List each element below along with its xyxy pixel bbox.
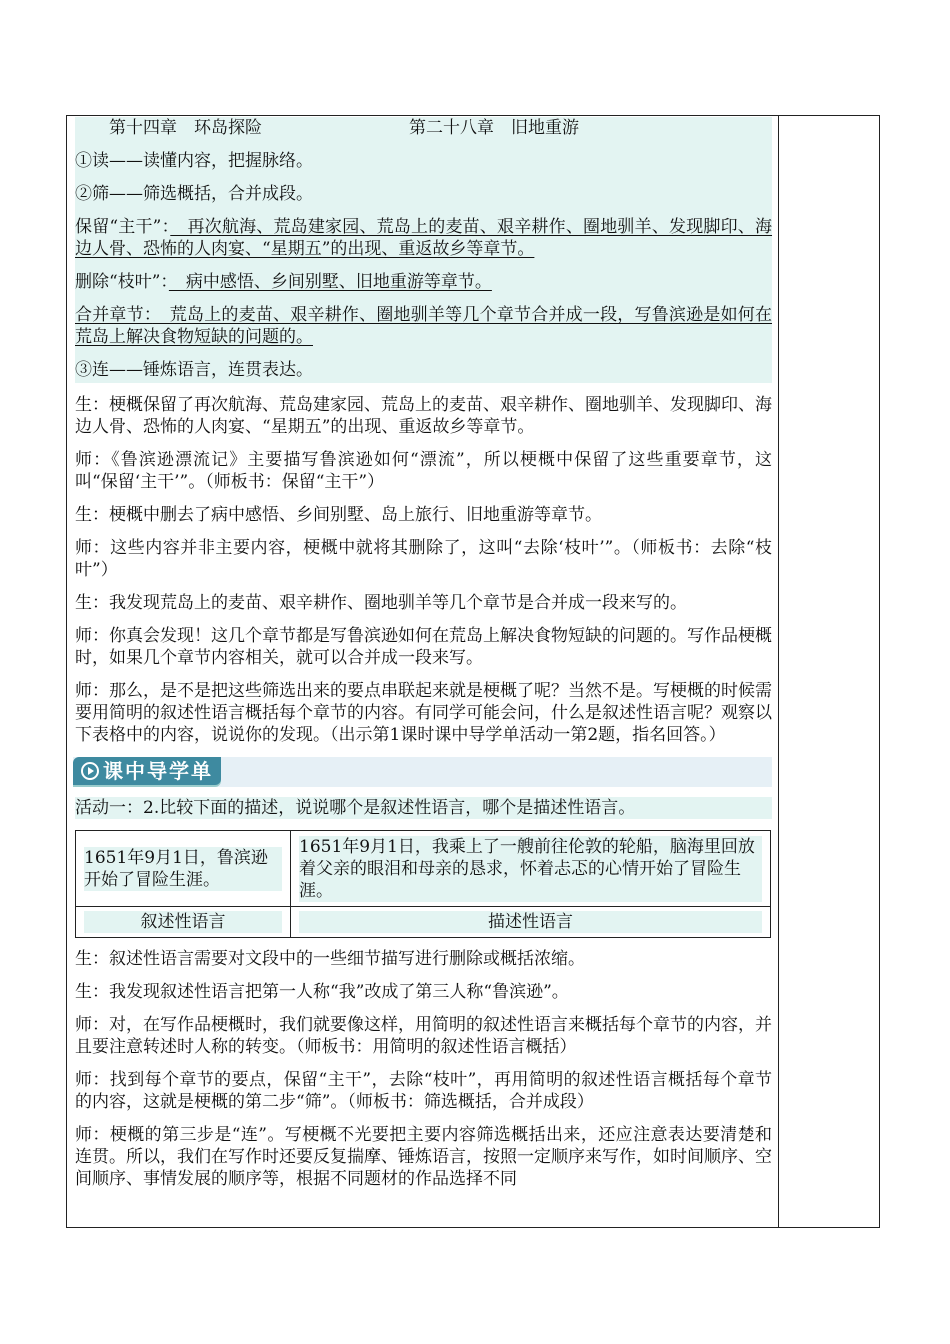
dialogue-line: 师：那么，是不是把这些筛选出来的要点串联起来就是梗概了呢？当然不是。写梗概的时候需要用简明的叙述性语言概括每个章节的内容。有同学可能会问，什么是叙述性语言呢？观察以下表格中的内容，说说你的发现。（出示第1课时课中导学单活动一第2题，指名回答。） xyxy=(75,681,772,745)
method-block xyxy=(75,117,772,383)
main-cell xyxy=(75,117,772,1201)
chapter-14: 第十四章 环岛探险 xyxy=(109,118,262,138)
narrative-cell xyxy=(76,831,291,907)
dialogue-line: 师：你真会发现！这几个章节都是写鲁滨逊如何在荒岛上解决食物短缺的问题的。写作品梗概时，如果几个章节内容相关，就可以合并成一段来写。 xyxy=(75,626,772,668)
dialogue-line: 师：这些内容并非主要内容，梗概中就将其删除了，这叫“去除‘枝叶’”。（师板书：去除“枝叶”） xyxy=(75,538,772,580)
narrative-label-cell xyxy=(76,907,291,938)
play-circle-icon xyxy=(81,762,99,780)
keep-value: 再次航海、荒岛建家园、荒岛上的麦苗、艰辛耕作、圈地驯羊、发现脚印、海边人骨、恐怖的人肉宴、“星期五”的出现、重返故乡等章节。 xyxy=(75,217,773,259)
worksheet-badge xyxy=(73,757,221,785)
delete-value: 病中感悟、乡间别墅、旧地重游等章节。 xyxy=(168,272,492,292)
worksheet-banner xyxy=(73,757,772,787)
merge-value: 荒岛上的麦苗、艰辛耕作、圈地驯羊等几个章节合并成一段，写鲁滨逊是如何在荒岛上解决食物短缺的问题的。 xyxy=(75,305,772,347)
dialogue-line: 生：我发现叙述性语言把第一人称“我”改成了第三人称“鲁滨逊”。 xyxy=(75,982,569,1002)
delete-branches xyxy=(75,271,772,293)
dialogue-line: 师：找到每个章节的要点，保留“主干”，去除“枝叶”，再用简明的叙述性语言概括每个章节的内容，这就是梗概的第二步“筛”。（师板书：筛选概括，合并成段） xyxy=(75,1070,772,1112)
keep-trunk xyxy=(75,216,772,260)
dialogue-line: 师：对，在写作品梗概时，我们就要像这样，用简明的叙述性语言来概括每个章节的内容，并且要注意转述时人称的转变。（师板书：用简明的叙述性语言概括） xyxy=(75,1015,772,1057)
chapter-heading xyxy=(75,117,772,139)
activity-prompt: 活动一：2.比较下面的描述，说说哪个是叙述性语言，哪个是描述性语言。 xyxy=(75,797,772,819)
dialogue-line: 生：我发现荒岛上的麦苗、艰辛耕作、圈地驯羊等几个章节是合并成一段来写的。 xyxy=(75,593,687,613)
merge-chapters xyxy=(75,304,772,348)
keep-label: 保留“主干”： xyxy=(75,217,171,237)
descriptive-cell xyxy=(291,831,771,907)
step-filter: ②筛——筛选概括，合并成段。 xyxy=(75,184,313,204)
dialogue-line: 生：梗概保留了再次航海、荒岛建家园、荒岛上的麦苗、艰辛耕作、圈地驯羊、发现脚印、海边人骨、恐怖的人肉宴、“星期五”的出现、重返故乡等章节。 xyxy=(75,395,772,437)
descriptive-label: 描述性语言 xyxy=(299,911,762,933)
column-divider xyxy=(778,115,779,1228)
dialogue-line: 师：梗概的第三步是“连”。写梗概不光要把主要内容筛选概括出来，还应注意表达要清楚和连贯。所以，我们在写作时还要反复揣摩、锤炼语言，按照一定顺序来写作，如时间顺序、空间顺序、事情发展的顺序等，根据不同题材的作品选择不同 xyxy=(75,1125,772,1189)
dialogue-line: 生：叙述性语言需要对文段中的一些细节描写进行删除或概括浓缩。 xyxy=(75,949,585,969)
dialogue-line: 师：《鲁滨逊漂流记》主要描写鲁滨逊如何“漂流”，所以梗概中保留了这些重要章节，这叫“保留‘主干’”。（师板书：保留“主干”） xyxy=(75,450,772,492)
merge-label: 合并章节： xyxy=(75,305,153,325)
chapter-28: 第二十八章 旧地重游 xyxy=(409,118,579,138)
step-connect: ③连——锤炼语言，连贯表达。 xyxy=(75,360,313,380)
descriptive-text: 1651年9月1日，我乘上了一艘前往伦敦的轮船，脑海里回放着父亲的眼泪和母亲的恳求，怀着忐忑的心情开始了冒险生涯。 xyxy=(299,836,762,902)
narrative-label: 叙述性语言 xyxy=(84,911,282,933)
delete-label: 删除“枝叶”： xyxy=(75,272,169,292)
banner-title: 课中导学单 xyxy=(103,759,213,783)
compare-table xyxy=(75,830,771,938)
descriptive-label-cell xyxy=(291,907,771,938)
dialogue-line: 生：梗概中删去了病中感悟、乡间别墅、岛上旅行、旧地重游等章节。 xyxy=(75,505,602,525)
step-read: ①读——读懂内容，把握脉络。 xyxy=(75,151,313,171)
narrative-text: 1651年9月1日，鲁滨逊开始了冒险生涯。 xyxy=(84,847,282,891)
